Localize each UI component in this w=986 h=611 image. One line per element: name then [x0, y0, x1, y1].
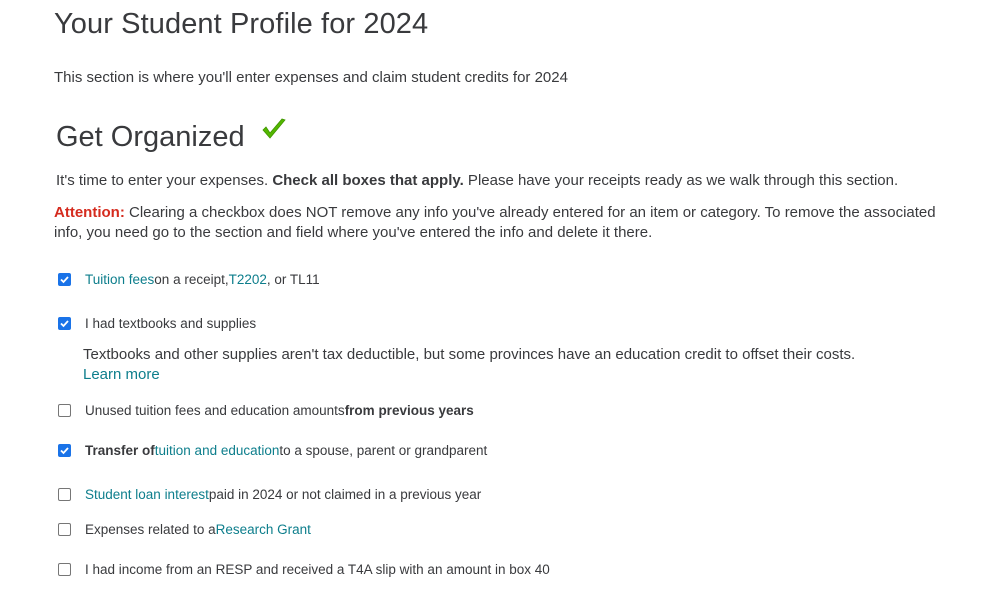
section-header [56, 121, 287, 154]
resp-label: I had income from an RESP and received a T4A slip with an amount in box 40 [85, 562, 550, 577]
option-resp-income [54, 562, 550, 577]
option-tuition-fees [54, 272, 320, 287]
checkbox-transfer[interactable] [58, 444, 71, 457]
checkbox-research-grant[interactable] [58, 523, 71, 536]
unused-bold-label: from previous years [344, 403, 474, 418]
checkbox-textbooks[interactable] [58, 317, 71, 330]
checkbox-resp-income[interactable] [58, 563, 71, 576]
transfer-bold-label: Transfer of [85, 443, 155, 458]
intro-text: This section is where you'll enter expenses and claim student credits for 2024 [54, 69, 568, 86]
lead-text: It's time to enter your expenses. [56, 172, 273, 189]
section-title: Get Organized [56, 121, 245, 153]
checkbox-tuition-fees[interactable] [58, 273, 71, 286]
option-textbooks [54, 316, 256, 331]
attention-note [54, 203, 964, 243]
tuition-education-link[interactable]: tuition and education [154, 443, 280, 458]
loan-end-text: paid in 2024 or not claimed in a previous year [208, 487, 482, 502]
instructions-text [56, 172, 898, 189]
lead-text-end: Please have your receipts ready as we walk through this section. [463, 172, 899, 189]
t2202-link[interactable]: T2202 [228, 272, 267, 287]
lead-bold-text: Check all boxes that apply. [272, 172, 464, 189]
learn-more-link[interactable]: Learn more [83, 366, 160, 383]
option-research-grant [54, 522, 311, 537]
option-unused-tuition [54, 403, 474, 418]
checkbox-student-loan[interactable] [58, 488, 71, 501]
option-student-loan [54, 487, 481, 502]
transfer-end-text: to a spouse, parent or grandparent [279, 443, 488, 458]
checkbox-unused-tuition[interactable] [58, 404, 71, 417]
page-title: Your Student Profile for 2024 [54, 8, 429, 40]
tuition-end-text: , or TL11 [266, 272, 320, 287]
checkmark-icon [261, 118, 287, 145]
tuition-fees-link[interactable]: Tuition fees [85, 272, 155, 287]
tuition-mid-text: on a receipt, [154, 272, 229, 287]
textbooks-label: I had textbooks and supplies [85, 316, 257, 331]
attention-text: Clearing a checkbox does NOT remove any info you've already entered for an item or category. To remove the associated info, you need go to the section and field where you've entered the info and delete it there. [54, 204, 936, 241]
textbooks-note [83, 345, 963, 385]
student-loan-interest-link[interactable]: Student loan interest [85, 487, 209, 502]
attention-label: Attention: [54, 204, 125, 221]
research-grant-link[interactable]: Research Grant [215, 522, 311, 537]
option-transfer [54, 443, 487, 458]
research-label: Expenses related to a [85, 522, 216, 537]
unused-label: Unused tuition fees and education amounts [85, 403, 345, 418]
textbooks-note-text: Textbooks and other supplies aren't tax deductible, but some provinces have an education credit to offset their costs. [83, 346, 856, 363]
